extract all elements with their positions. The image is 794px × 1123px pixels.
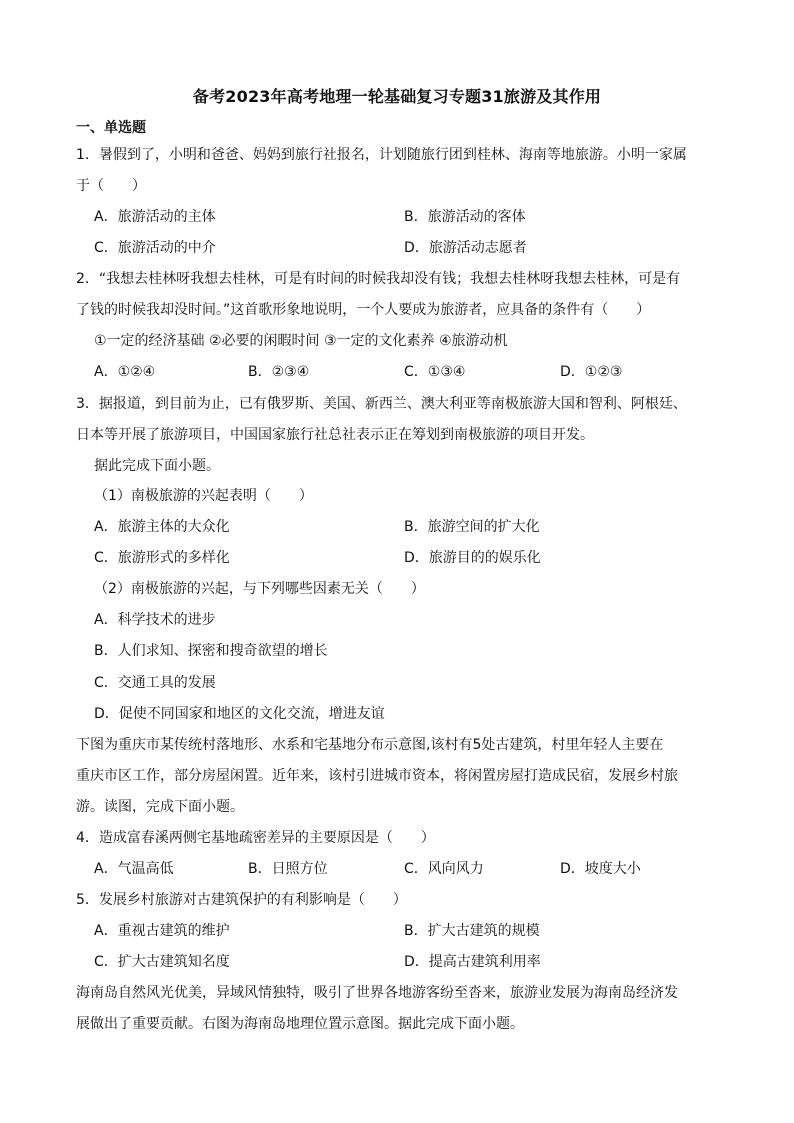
passage1-line1: 下图为重庆市某传统村落地形、水系和宅基地分布示意图,该村有5处古建筑，村里年轻人主要在 — [76, 737, 664, 753]
q3-sub2-option-d: D．促使不同国家和地区的文化交流，增进友谊 — [94, 706, 385, 722]
q3-sub2-option-a: A．科学技术的进步 — [94, 612, 216, 628]
q1-option-a: A．旅游活动的主体 — [94, 209, 216, 225]
q4-option-d: D．坡度大小 — [560, 861, 641, 877]
q4-option-c: C．风向风力 — [404, 861, 484, 877]
q2-conditions: ①一定的经济基础 ②必要的闲暇时间 ③一定的文化素养 ④旅游动机 — [94, 333, 508, 349]
q3-sub1-option-a: A．旅游主体的大众化 — [94, 519, 230, 535]
passage1-line3: 游。读图，完成下面小题。 — [76, 799, 244, 815]
passage2-line2: 展做出了重要贡献。右图为海南岛地理位置示意图。据此完成下面小题。 — [76, 1016, 524, 1032]
q3-sub1-stem: （1）南极旅游的兴起表明（ ） — [94, 488, 313, 504]
q3-sub2-option-c: C．交通工具的发展 — [94, 675, 216, 691]
passage2-line1: 海南岛自然风光优美，异域风情独特，吸引了世界各地游客纷至沓来，旅游业发展为海南岛经济发 — [76, 985, 678, 1001]
q1-stem-line1: 1．暑假到了，小明和爸爸、妈妈到旅行社报名，计划随旅行团到桂林、海南等地旅游。小明一家属 — [76, 147, 687, 163]
q2-option-d: D．①②③ — [560, 364, 623, 380]
q5-option-b: B．扩大古建筑的规模 — [404, 923, 540, 939]
q2-stem-line1: 2．“我想去桂林呀我想去桂林，可是有时间的时候我却没有钱；我想去桂林呀我想去桂林，可是有 — [76, 271, 681, 287]
q3-sub1-option-c: C．旅游形式的多样化 — [94, 550, 230, 566]
q1-option-b: B．旅游活动的客体 — [404, 209, 526, 225]
q3-sub2-option-b: B．人们求知、探密和搜奇欲望的增长 — [94, 643, 328, 659]
document-title: 备考2023年高考地理一轮基础复习专题31旅游及其作用 — [192, 87, 602, 106]
q5-stem: 5．发展乡村旅游对古建筑保护的有利影响是（ ） — [76, 892, 407, 908]
q1-stem-line2: 于（ ） — [76, 178, 146, 194]
q4-stem: 4．造成富春溪两侧宅基地疏密差异的主要原因是（ ） — [76, 830, 435, 846]
q1-option-c: C．旅游活动的中介 — [94, 240, 216, 256]
q4-option-a: A．气温高低 — [94, 861, 174, 877]
q3-sub1-option-b: B．旅游空间的扩大化 — [404, 519, 540, 535]
q3-sub1-option-d: D．旅游目的的娱乐化 — [404, 550, 541, 566]
q3-sub2-stem: （2）南极旅游的兴起，与下列哪些因素无关（ ） — [94, 581, 425, 597]
q5-option-c: C．扩大古建筑知名度 — [94, 954, 230, 970]
q5-option-a: A．重视古建筑的维护 — [94, 923, 230, 939]
q3-stem-line2: 日本等开展了旅游项目，中国国家旅行社总社表示正在筹划到南极旅游的项目开发。 — [76, 427, 594, 443]
q1-option-d: D．旅游活动志愿者 — [404, 240, 527, 256]
q3-stem-line1: 3．据报道，到目前为止，已有俄罗斯、美国、新西兰、澳大利亚等南极旅游大国和智利、阿根廷、 — [76, 396, 687, 412]
q2-stem-line2: 了钱的时候我却没时间。”这首歌形象地说明，一个人要成为旅游者，应具备的条件有（ ） — [76, 302, 651, 318]
q4-option-b: B．日照方位 — [248, 861, 328, 877]
q5-option-d: D．提高古建筑利用率 — [404, 954, 541, 970]
q3-instruction: 据此完成下面小题。 — [94, 458, 220, 474]
q2-option-b: B．②③④ — [248, 364, 310, 380]
passage1-line2: 重庆市区工作，部分房屋闲置。近年来，该村引进城市资本，将闲置房屋打造成民宿，发展乡村旅 — [76, 768, 678, 784]
q2-option-a: A．①②④ — [94, 364, 156, 380]
q2-option-c: C．①③④ — [404, 364, 466, 380]
section-heading: 一、单选题 — [76, 120, 146, 136]
